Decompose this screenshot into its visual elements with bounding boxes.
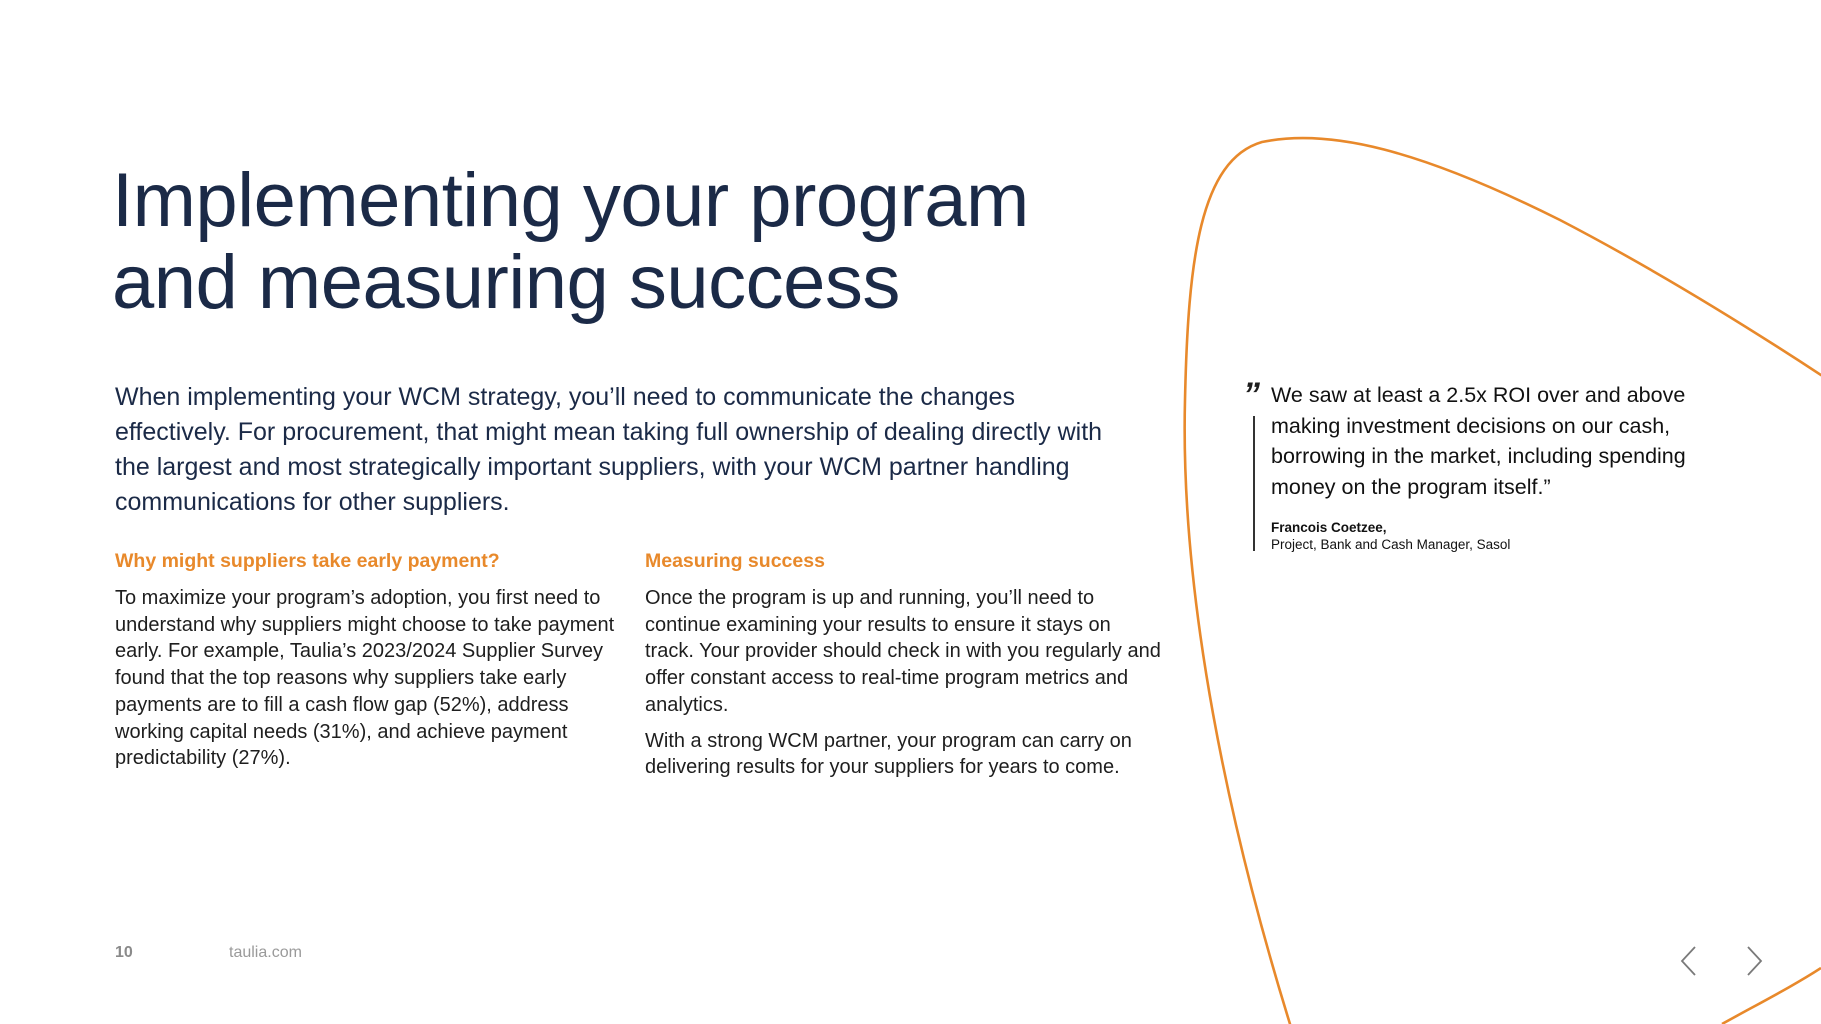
testimonial-quote — [1243, 376, 1723, 553]
column-early-payment — [115, 548, 630, 781]
quote-text: We saw at least a 2.5x ROI over and above making investment decisions on our cash, borrowing in the market, including spending money on the program itself.” — [1271, 383, 1686, 500]
measuring-success-paragraph-2: With a strong WCM partner, your program can carry on delivering results for your suppliers for years to come. — [645, 729, 1132, 779]
section-heading-measuring-success: Measuring success — [645, 550, 825, 572]
quote-divider — [1253, 416, 1255, 551]
previous-page-button[interactable] — [1675, 944, 1705, 978]
quote-attribution — [1271, 519, 1723, 553]
page-number: 10 — [115, 944, 133, 961]
chevron-left-icon — [1675, 944, 1705, 978]
intro-paragraph: When implementing your WCM strategy, you’ll need to communicate the changes effectively. For procurement, that might mean taking full ownership of dealing directly with the largest and most strategically important suppliers, with your WCM partner handling communications for other suppliers. — [115, 383, 1103, 516]
quote-mark-icon: ” — [1243, 376, 1260, 414]
chevron-right-icon — [1738, 944, 1768, 978]
title-line-1: Implementing your program — [112, 158, 1029, 243]
title-line-2: and measuring success — [112, 240, 900, 325]
footer-site-link[interactable]: taulia.com — [229, 944, 302, 961]
quote-author: Francois Coetzee, — [1271, 519, 1387, 535]
column-measuring-success — [645, 548, 1165, 790]
early-payment-paragraph: To maximize your program’s adoption, you first need to understand why suppliers might choose to take payment early. For example, Taulia’s 2023/2024 Supplier Survey found that the top reasons why suppliers take early payments are to fill a cash flow gap (52%), address working capital needs (31%), and achieve payment predictability (27%). — [115, 587, 615, 770]
measuring-success-paragraph-1: Once the program is up and running, you’ll need to continue examining your results to ensure it stays on track. Your provider should check in with you regularly and offer constant access to real-time program metrics and analytics. — [645, 587, 1161, 716]
next-page-button[interactable] — [1738, 944, 1768, 978]
page-title — [112, 160, 1112, 324]
section-heading-early-payment: Why might suppliers take early payment? — [115, 550, 500, 572]
quote-author-role: Project, Bank and Cash Manager, Sasol — [1271, 536, 1511, 552]
